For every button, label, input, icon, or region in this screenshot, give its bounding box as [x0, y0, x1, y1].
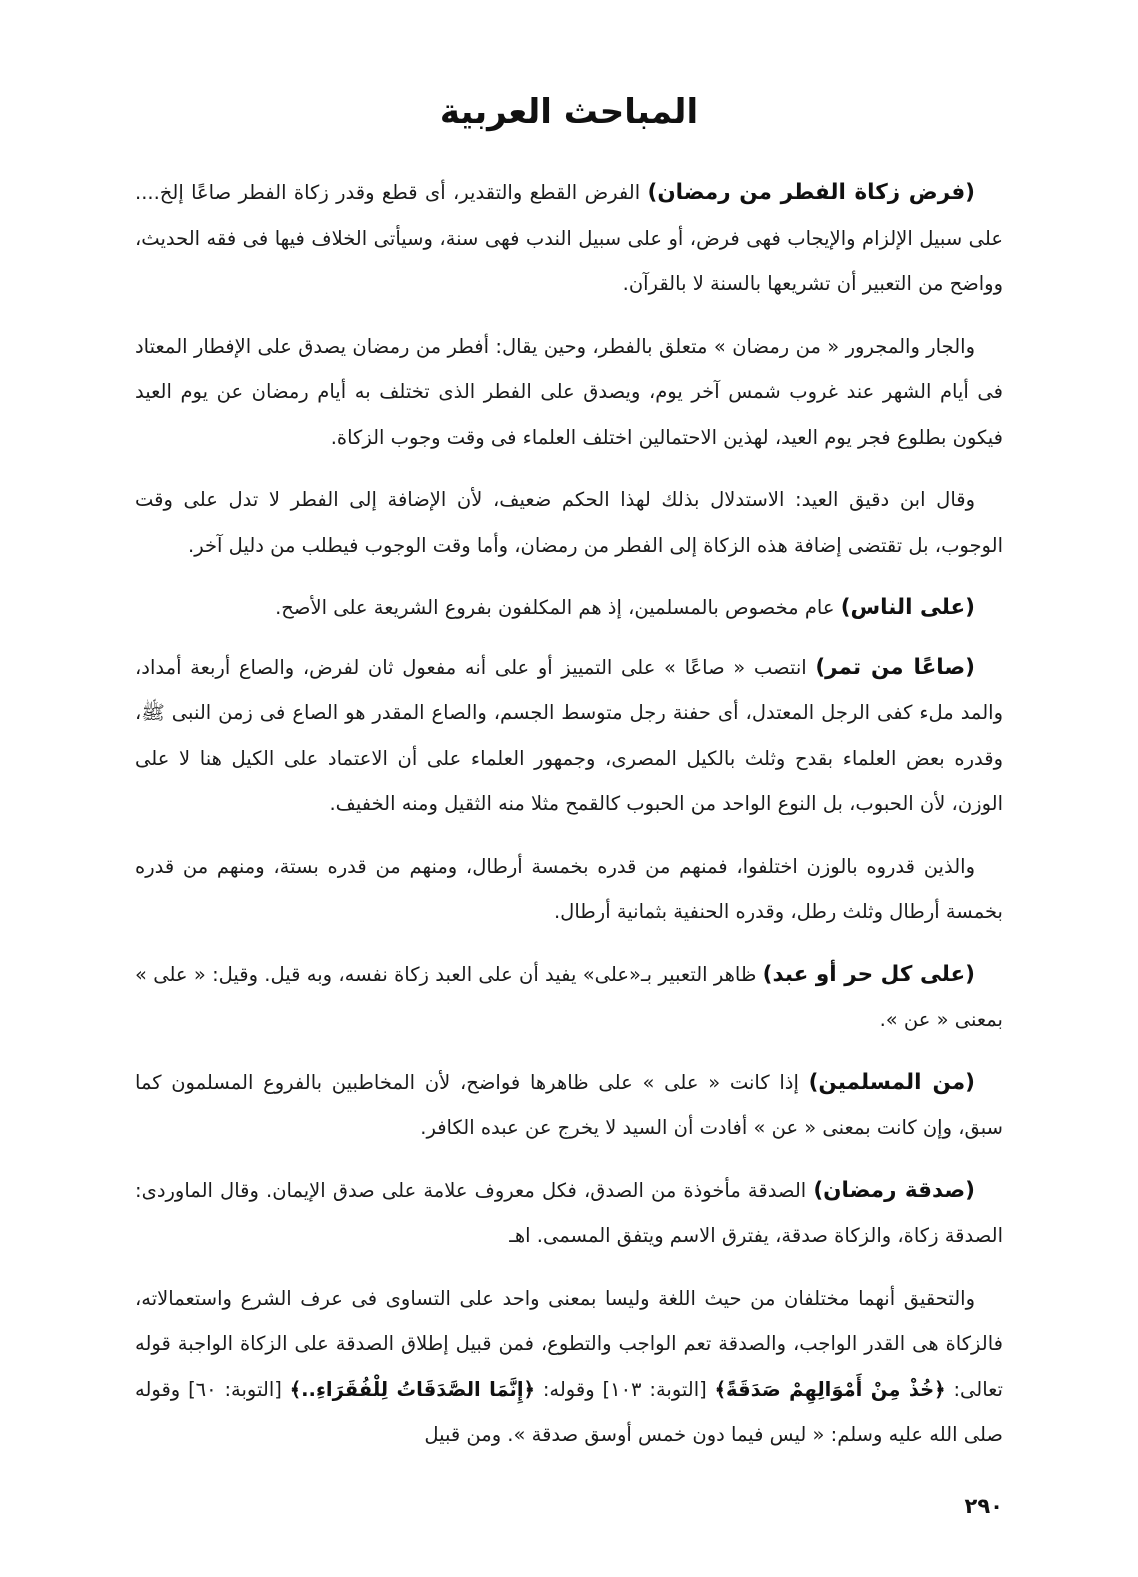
paragraph-text: والجار والمجرور « من رمضان » متعلق بالفطر، وحين يقال: أفطر من رمضان يصدق على الإفطار المعتاد فى أيام الشهر عند غروب شمس آخر يوم، ويصدق على الفطر الذى تختلف به أيام رمضان عن يوم العيد فيكون بطلوع فجر يوم العيد، لهذين الاحتمالين اختلف العلماء فى وقت وجوب الزكاة. [135, 334, 1003, 449]
paragraph-saa-min-tamr [135, 645, 1003, 827]
term-heading: (على الناس) [840, 595, 975, 620]
paragraph-text: ظاهر التعبير بـ«على» يفيد أن على العبد زكاة نفسه، وبه قيل. وقيل: « على » بمعنى « عن ». [135, 962, 1003, 1031]
paragraph-text: الصدقة مأخوذة من الصدق، فكل معروف علامة على صدق الإيمان. وقال الماوردى: الصدقة زكاة، والزكاة صدقة، يفترق الاسم ويتفق المسمى. اهـ [135, 1178, 1003, 1247]
paragraph-hurr-aw-abd [135, 952, 1003, 1043]
paragraph-min-al-muslimin [135, 1060, 1003, 1151]
quran-verse: ﴿إِنَّمَا الصَّدَقَاتُ لِلْفُقَرَاءِ..﴾ [289, 1377, 535, 1401]
paragraph-jar-majrur [135, 324, 1003, 461]
paragraph-text: وقال ابن دقيق العيد: الاستدلال بذلك لهذا الحكم ضعيف، لأن الإضافة إلى الفطر لا تدل على وقت الوجوب، بل تقتضى إضافة هذه الزكاة إلى الفطر من رمضان، وأما وقت الوجوب فيطلب من دليل آخر. [135, 488, 1003, 557]
paragraph-tahqiq [135, 1276, 1003, 1458]
term-heading: (على كل حر أو عبد) [762, 961, 975, 987]
paragraph-weight-estimates [135, 844, 1003, 935]
page-number: ٢٩٠ [964, 1494, 1003, 1518]
paragraph-text: والذين قدروه بالوزن اختلفوا، فمنهم من قدره بخمسة أرطال، ومنهم من قدره بستة، ومنهم من قدره بخمسة أرطال وثلث رطل، وقدره الحنفية بثمانية أرطال. [135, 854, 1003, 923]
verse-reference: [التوبة: ٦٠] وقوله صلى الله عليه وسلم: « ليس فيما دون خمس أوسق صدقة ». ومن قبيل [135, 1377, 1003, 1446]
paragraph-text: والتحقيق أنهما مختلفان من حيث اللغة وليسا بمعنى واحد على التساوى فى عرف الشرع واستعمالاته، فالزكاة هى القدر الواجب، والصدقة تعم الواجب والتطوع، فمن قبيل إطلاق الصدقة على الزكاة الواجبة قوله تعالى: [135, 1286, 1003, 1401]
paragraph-text: إذا كانت « على » على ظاهرها فواضح، لأن المخاطبين بالفروع المسلمون كما سبق، وإن كانت بمعنى « عن » أفادت أن السيد لا يخرج عن عبده الكافر. [135, 1070, 1003, 1139]
verse-reference: [التوبة: ١٠٣] وقوله: [534, 1377, 715, 1401]
paragraph-text: عام مخصوص بالمسلمين، إذ هم المكلفون بفروع الشريعة على الأصح. [275, 596, 841, 619]
term-heading: (فرض زكاة الفطر من رمضان) [647, 180, 975, 205]
quran-verse: ﴿خُذْ مِنْ أَمْوَالِهِمْ صَدَقَةً﴾ [714, 1377, 946, 1401]
paragraph-ala-an-nas [135, 585, 1003, 631]
paragraph-sadaqat-ramadan [135, 1168, 1003, 1259]
paragraph-text: الفرض القطع والتقدير، أى قطع وقدر زكاة الفطر صاعًا إلخ.... على سبيل الإلزام والإيجاب فهى فرض، أو على سبيل الندب فهى سنة، وسيأتى الخلاف فيها فى فقه الحديث، وواضح من التعبير أن تشريعها بالسنة لا بالقرآن. [135, 181, 1003, 295]
paragraph-text: انتصب « صاعًا » على التمييز أو على أنه مفعول ثان لفرض، والصاع أربعة أمداد، والمد ملء كفى الرجل المعتدل، أى حفنة رجل متوسط الجسم، والصاع المقدر هو الصاع فى زمن النبى ﷺ، وقدره بعض العلماء بقدح وثلث بالكيل المصرى، وجمهور العلماء على أن الاعتماد على الكيل هنا لا على الوزن، لأن الحبوب، بل النوع الواحد من الحبوب كالقمح مثلا منه الثقيل ومنه الخفيف. [135, 655, 1003, 815]
paragraph-ibn-daqiq [135, 477, 1003, 568]
paragraph-zakat-fitr-definition [135, 170, 1003, 307]
term-heading: (من المسلمين) [808, 1069, 975, 1095]
page-title: المباحث العربية [439, 92, 699, 132]
term-heading: (صاعًا من تمر) [815, 654, 975, 680]
body-text [135, 170, 1003, 1475]
term-heading: (صدقة رمضان) [813, 1177, 975, 1203]
